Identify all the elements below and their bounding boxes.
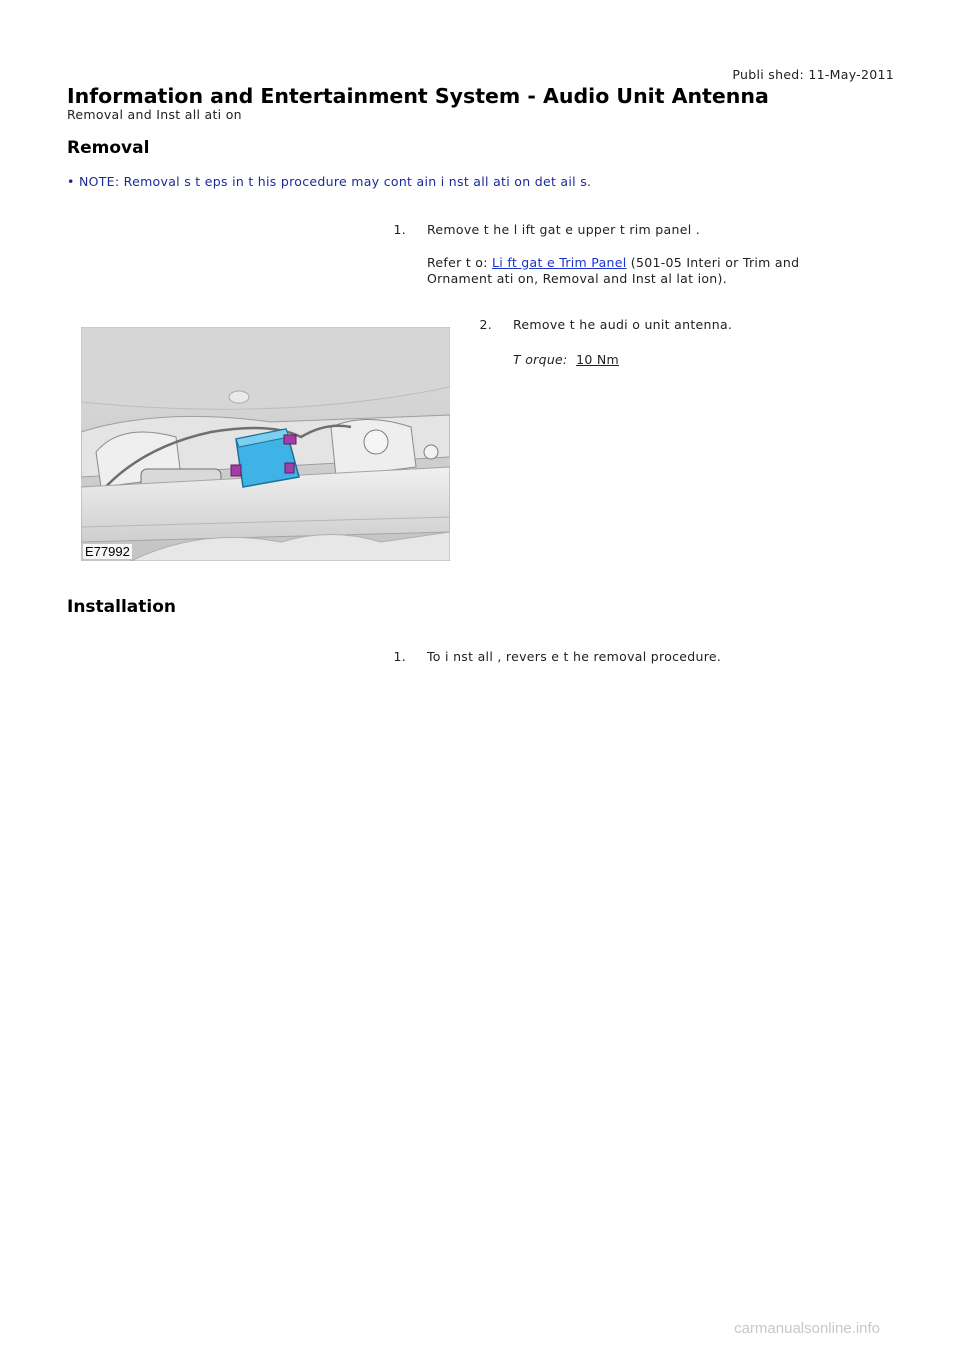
removal-step-2-text: Remove t he audi o unit antenna. [513,317,733,332]
refer-suffix-2: Ornament ati on, Removal and Inst al lat ion). [427,271,727,286]
illustration-svg [81,327,450,561]
installation-step-1-number: 1. [393,649,406,664]
removal-step-2-number: 2. [479,317,492,332]
figure-id-label: E77992 [85,544,130,559]
torque-value: 10 Nm [576,352,620,367]
torque-label: T orque: [513,352,568,367]
installation-step-1-text: To i nst all , revers e t he removal procedure. [427,649,722,664]
audio-unit-antenna-illustration [81,327,450,561]
removal-heading: Removal [67,138,150,158]
removal-step-1-text: Remove t he l ift gat e upper t rim panel . [427,222,701,237]
torque-spec [513,352,619,368]
refer-prefix: Refer t o: [427,255,493,270]
removal-step-1-refer [427,255,847,287]
removal-note: • NOTE: Removal s t eps in t his procedure may cont ain i nst all ati on det ail s. [67,174,592,189]
installation-heading: Installation [67,597,177,617]
refer-suffix-1: (501-05 Interi or Trim and [626,255,800,270]
liftgate-trim-panel-link[interactable]: Li ft gat e Trim Panel [492,255,627,270]
page-title: Information and Entertainment System - Audio Unit Antenna [67,84,769,108]
removal-step-1-number: 1. [393,222,406,237]
published-date: Publi shed: 11-May-2011 [732,67,894,82]
page-subtitle: Removal and Inst all ati on [67,107,242,122]
watermark: carmanualsonline.info [734,1320,880,1337]
